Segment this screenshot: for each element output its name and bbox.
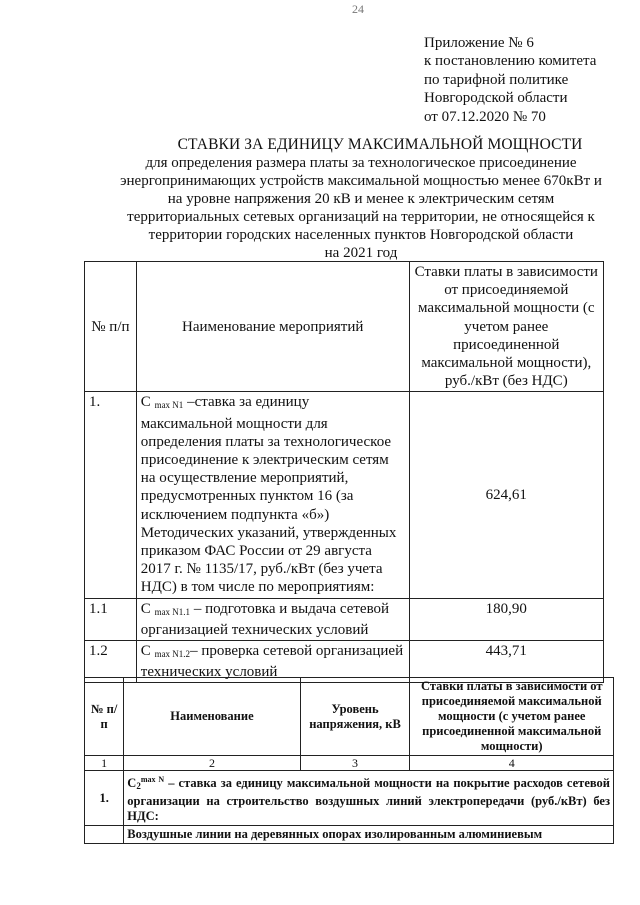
header-voltage: Уровень напряжения, кВ: [300, 678, 410, 756]
subtitle-line: территории городских населенных пунктов Новгородской области: [148, 227, 574, 243]
row-num: 1.2: [85, 641, 137, 683]
rates-table: [84, 261, 604, 683]
header-num: № п/п: [85, 262, 137, 392]
row-description: $C_2^{max N}$ – ставка за единицу максимальной мощности на покрытие расходов сетевой организации на строительство воздушных линий электропередачи (руб./кВт) без НДС:: [124, 771, 614, 826]
row-value: 443,71: [409, 641, 603, 683]
header-rate: Ставки платы в зависимости от присоединяемой максимальной мощности (с учетом ранее присоединенной максимальной мощности), руб./кВт (без НДС): [409, 262, 603, 392]
appendix-line: от 07.12.2020 № 70: [424, 108, 546, 125]
row-name: C $_{max N1.2}$– проверка сетевой организацией технических условий: [136, 641, 409, 683]
header-num: № п/п: [85, 678, 124, 756]
table-row: [85, 771, 614, 826]
column-number: 1: [85, 756, 124, 771]
appendix-line: к постановлению комитета: [424, 53, 597, 70]
appendix-block: [424, 34, 596, 126]
row-name: C $_{max N1}$ –ставка за единицу максимальной мощности для определения платы за технологическое присоединение к электрическим сетям на осуществление мероприятий, предусмотренных пунктом 16 (за исключением подпункта «б») Методических указаний, утвержденных приказом ФАС России от 29 августа 2017 г. № 1135/17, руб./кВт (без учета НДС) в том числе по мероприятиям:: [136, 392, 409, 598]
header-rate: Ставки платы в зависимости от присоединяемой максимальной мощности (с учетом ранее присоединенной максимальной мощности): [410, 678, 614, 756]
header-name: Наименование мероприятий: [136, 262, 409, 392]
row-num-empty: [85, 826, 124, 844]
appendix-line: Приложение № 6: [424, 35, 534, 51]
subtitle-line: на уровне напряжения 20 кВ и менее к электрическим сетям: [167, 191, 555, 207]
subtitle-line: для определения размера платы за технологическое присоединение: [145, 155, 577, 171]
subtitle-line: на 2021 год: [324, 245, 398, 261]
row-value: 180,90: [409, 598, 603, 640]
column-number: 3: [300, 756, 410, 771]
row-value: 624,61: [409, 392, 603, 598]
row-name: C $_{max N1.1}$ – подготовка и выдача сетевой организацией технических условий: [136, 598, 409, 640]
column-number: 4: [410, 756, 614, 771]
construction-rates-table: [84, 677, 614, 844]
column-number: 2: [124, 756, 300, 771]
table-row: [85, 392, 604, 598]
header-name: Наименование: [124, 678, 300, 756]
row-num: 1.: [85, 771, 124, 826]
row-num: 1.1: [85, 598, 137, 640]
subtitle-line: территориальных сетевых организаций на территории, не относящейся к: [127, 209, 595, 225]
column-number-row: [85, 756, 614, 771]
table-row: [85, 598, 604, 640]
appendix-line: Новгородской области: [424, 90, 568, 107]
table-row: [85, 826, 614, 844]
row-description: Воздушные линии на деревянных опорах изолированным алюминиевым: [124, 826, 614, 844]
appendix-line: по тарифной политике: [424, 71, 569, 88]
document-subtitle: [120, 154, 602, 262]
page-number: 24: [352, 2, 364, 16]
document-title: СТАВКИ ЗА ЕДИНИЦУ МАКСИМАЛЬНОЙ МОЩНОСТИ: [177, 136, 583, 153]
subtitle-line: энергопринимающих устройств максимальной мощностью менее 670кВт и: [120, 173, 602, 189]
table-header-row: [85, 262, 604, 392]
row-num: 1.: [85, 392, 137, 598]
table-header-row: [85, 678, 614, 756]
